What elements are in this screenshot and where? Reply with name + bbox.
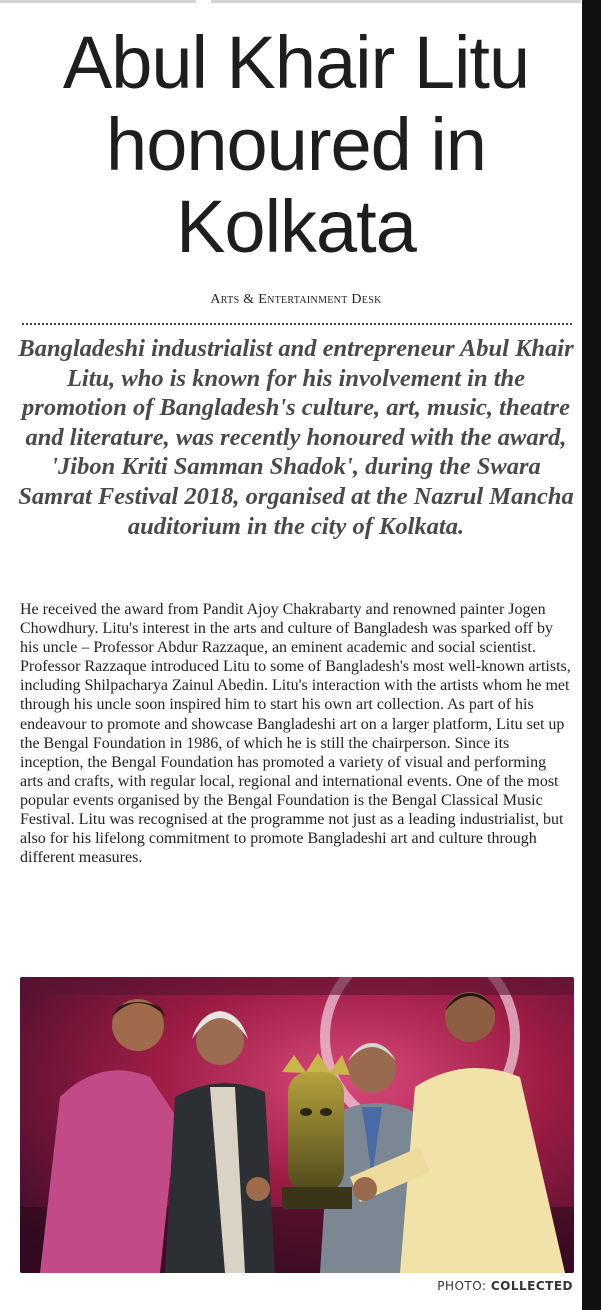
award-photo (20, 977, 574, 1273)
stage-light-strip (20, 977, 574, 995)
hand-left (246, 1177, 270, 1201)
body-paragraph: He received the award from Pandit Ajoy Chakrabarty and renowned painter Jogen Chowdhury. Litu's interest in the arts and culture of Bangladesh was sparked off by his uncle – Professor Abdur Razzaque, an eminent academic and social scientist. Professor Razzaque introduced Litu to some of Bangladesh's most well-known artists, including Shilpacharya Zainul Abedin. Litu's interaction with the artists whom he met through his uncle soon inspired him to start his own art collection. As part of his endeavour to promote and showcase Bangladeshi art on a larger platform, Litu set up the Bengal Foundation in 1986, of which he is still the chairperson. Since its inception, the Bengal Foundation has promoted a variety of visual and performing arts and crafts, with regular local, regional and international events. One of the most popular events organised by the Bengal Foundation is the Bengal Classical Music Festival. Litu was recognised at the programme not just as a leading industrialist, but also for his lifelong commitment to promote Bangladeshi art and culture through different measures. (20, 601, 571, 867)
page-edge (582, 0, 601, 1310)
photo-credit (437, 1279, 573, 1293)
headline: Abul Khair Litu honoured in Kolkata (62, 21, 530, 268)
photo-credit-label: PHOTO: (437, 1279, 487, 1293)
desk-byline: Arts & Entertainment Desk (210, 292, 382, 307)
dotted-divider (22, 323, 572, 325)
lede-paragraph: Bangladeshi industrialist and entrepreneur Abul Khair Litu, who is known for his involvement in the promotion of Bangladesh's culture, art, music, theatre and literature, was recently honoured with the award, 'Jibon Kriti Samman Shadok', during the Swara Samrat Festival 2018, organised at the Nazrul Mancha auditorium in the city of Kolkata. (18, 335, 574, 540)
photo-credit-value: COLLECTED (490, 1279, 573, 1293)
hand-right (353, 1177, 377, 1201)
top-rule-right (211, 0, 581, 3)
top-rule-left (0, 0, 196, 3)
